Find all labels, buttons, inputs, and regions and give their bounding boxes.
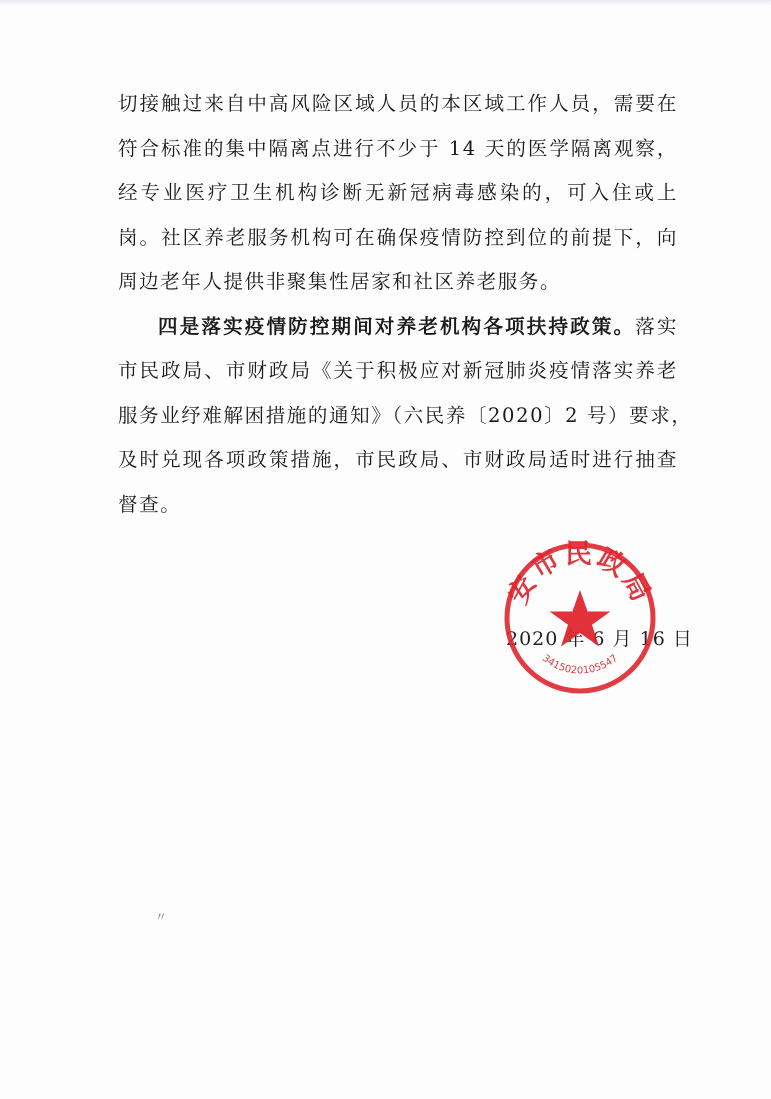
body-text bbox=[118, 82, 693, 527]
margin-mark: 〃 bbox=[155, 910, 168, 924]
paragraph-line: 符合标准的集中隔离点进行不少于 14 天的医学隔离观察， bbox=[118, 136, 678, 160]
document-date: 2020 年 6 月 16 日 bbox=[506, 628, 693, 650]
seal-arc-text: 安市民政局 bbox=[502, 539, 658, 610]
section-four-first-line bbox=[118, 305, 678, 350]
paragraph-line: 市民政局、市财政局《关于积极应对新冠肺炎疫情落实养老 bbox=[118, 359, 678, 382]
paragraph-line: 切接触过来自中高风险区域人员的本区域工作人员，需要在 bbox=[118, 92, 678, 115]
official-seal-icon bbox=[500, 538, 660, 698]
seal-code: 3415020105547 bbox=[539, 652, 621, 677]
paragraph-line: 周边老年人提供非聚集性居家和社区养老服务。 bbox=[118, 270, 562, 293]
scan-edge bbox=[0, 0, 771, 6]
section-four-heading: 四是落实疫情防控期间对养老机构各项扶持政策。 bbox=[158, 314, 636, 338]
paragraph-line: 岗。社区养老服务机构可在确保疫情防控到位的前提下，向 bbox=[118, 225, 678, 249]
svg-text:3415020105547 bbox=[540, 653, 620, 677]
seal-star-icon bbox=[550, 590, 611, 647]
paragraph-line: 经专业医疗卫生机构诊断无新冠病毒感染的，可入住或上 bbox=[118, 181, 678, 204]
paragraph-line: 督查。 bbox=[118, 492, 182, 516]
section-four-first-line-rest: 落实 bbox=[635, 314, 678, 338]
paragraph-line: 服务业纾难解困措施的通知》（六民养〔2020〕2 号）要求， bbox=[118, 403, 693, 427]
paragraph-line: 及时兑现各项政策措施，市民政局、市财政局适时进行抽查 bbox=[118, 448, 678, 471]
